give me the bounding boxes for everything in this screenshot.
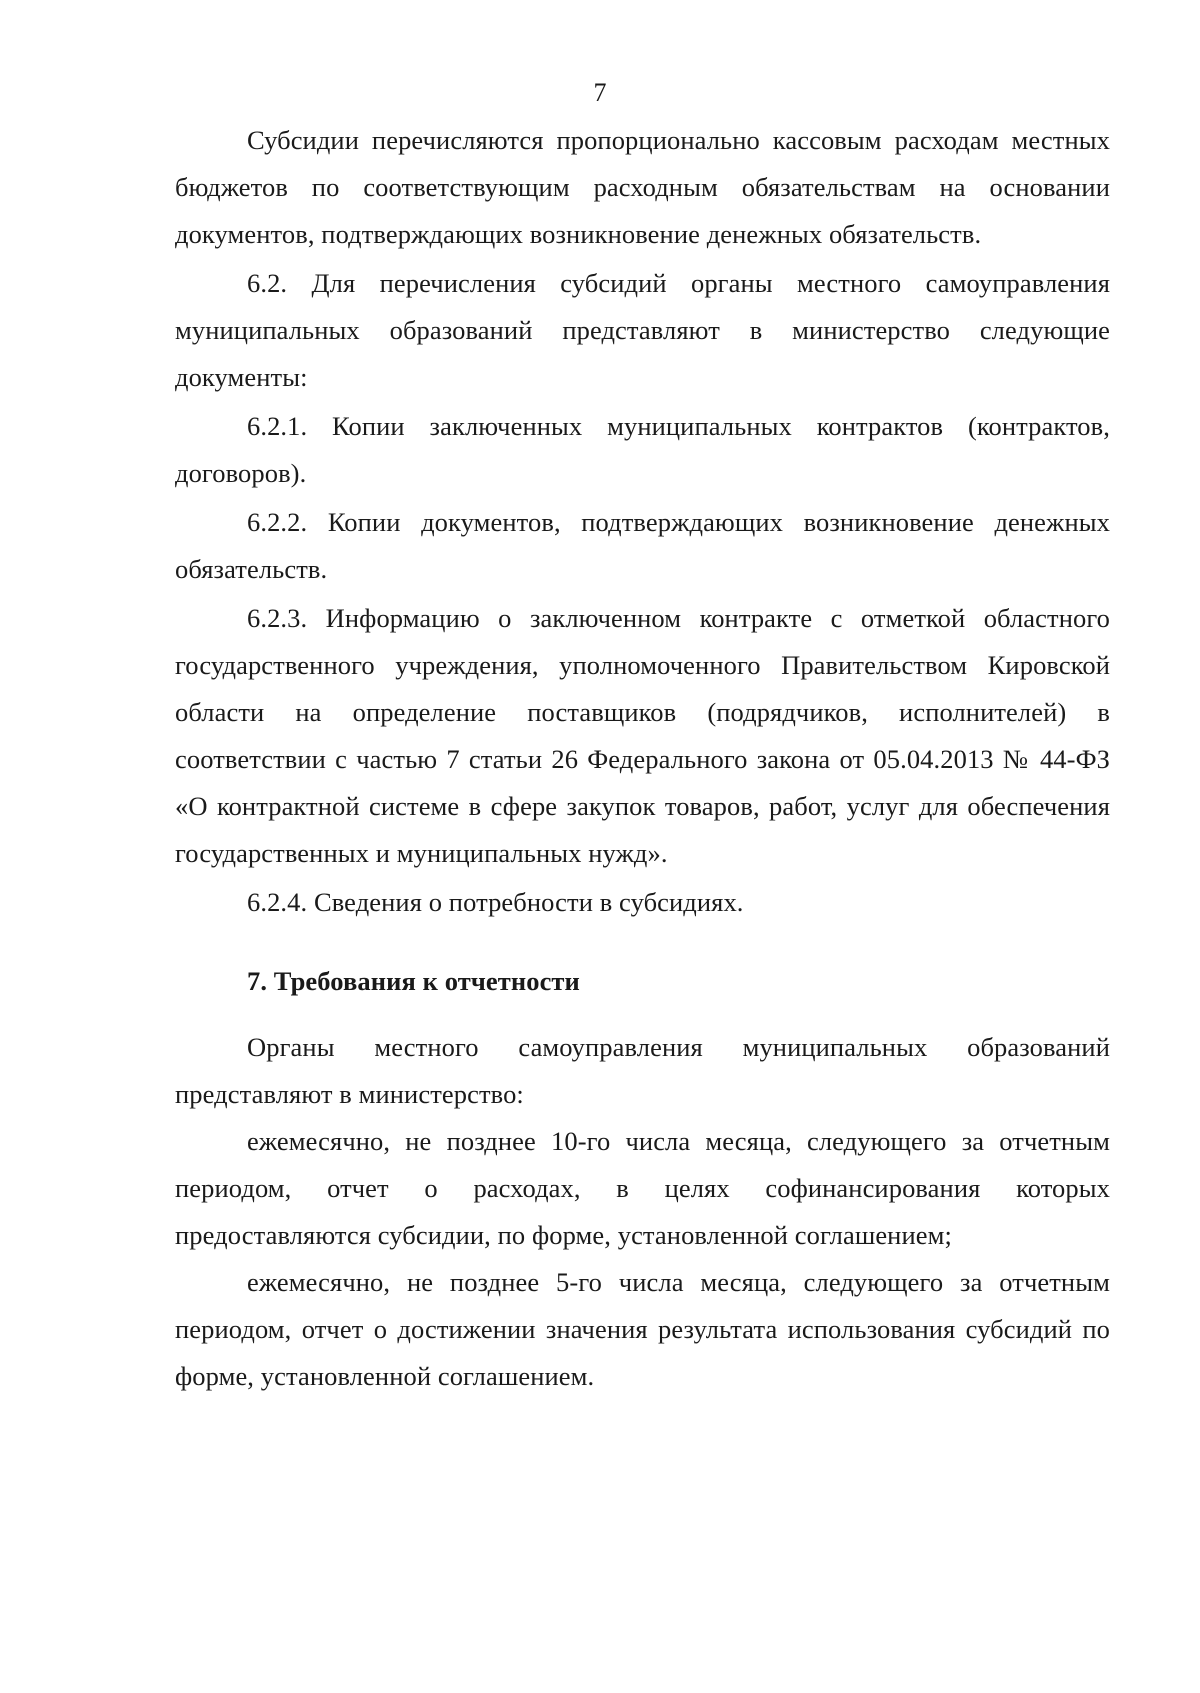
page-number: 7 xyxy=(593,78,607,107)
section-heading-7: 7. Требования к отчетности xyxy=(247,966,580,996)
paragraph-6-2: 6.2. Для перечисления субсидий органы местного самоуправления муниципальных образований представляют в министерство следующие документы: xyxy=(175,268,1110,392)
paragraph-monthly-result-report: ежемесячно, не позднее 5-го числа месяца, следующего за отчетным периодом, отчет о достижении значения результата использования субсидий по форме, установленной соглашением. xyxy=(175,1267,1110,1391)
paragraph-6-2-1: 6.2.1. Копии заключенных муниципальных контрактов (контрактов, договоров). xyxy=(175,411,1110,488)
document-body xyxy=(175,117,1110,1400)
paragraph-reporting-intro: Органы местного самоуправления муниципальных образований представляют в министерство: xyxy=(175,1032,1110,1109)
paragraph-monthly-expense-report: ежемесячно, не позднее 10-го числа месяца, следующего за отчетным периодом, отчет о расходах, в целях софинансирования которых предоставляются субсидии, по форме, установленной соглашением; xyxy=(175,1126,1110,1250)
paragraph-6-2-4: 6.2.4. Сведения о потребности в субсидиях. xyxy=(247,887,744,917)
paragraph-6-2-2: 6.2.2. Копии документов, подтверждающих возникновение денежных обязательств. xyxy=(175,507,1110,584)
paragraph-subsidy-transfer: Субсидии перечисляются пропорционально кассовым расходам местных бюджетов по соответствующим расходным обязательствам на основании документов, подтверждающих возникновение денежных обязательств. xyxy=(175,125,1110,249)
paragraph-6-2-3: 6.2.3. Информацию о заключенном контракте с отметкой областного государственного учреждения, уполномоченного Правительством Кировской области на определение поставщиков (подрядчиков, исполнителей) в соответствии с частью 7 статьи 26 Федерального закона от 05.04.2013 № 44-ФЗ «О контрактной системе в сфере закупок товаров, работ, услуг для обеспечения государственных и муниципальных нужд». xyxy=(175,603,1110,868)
